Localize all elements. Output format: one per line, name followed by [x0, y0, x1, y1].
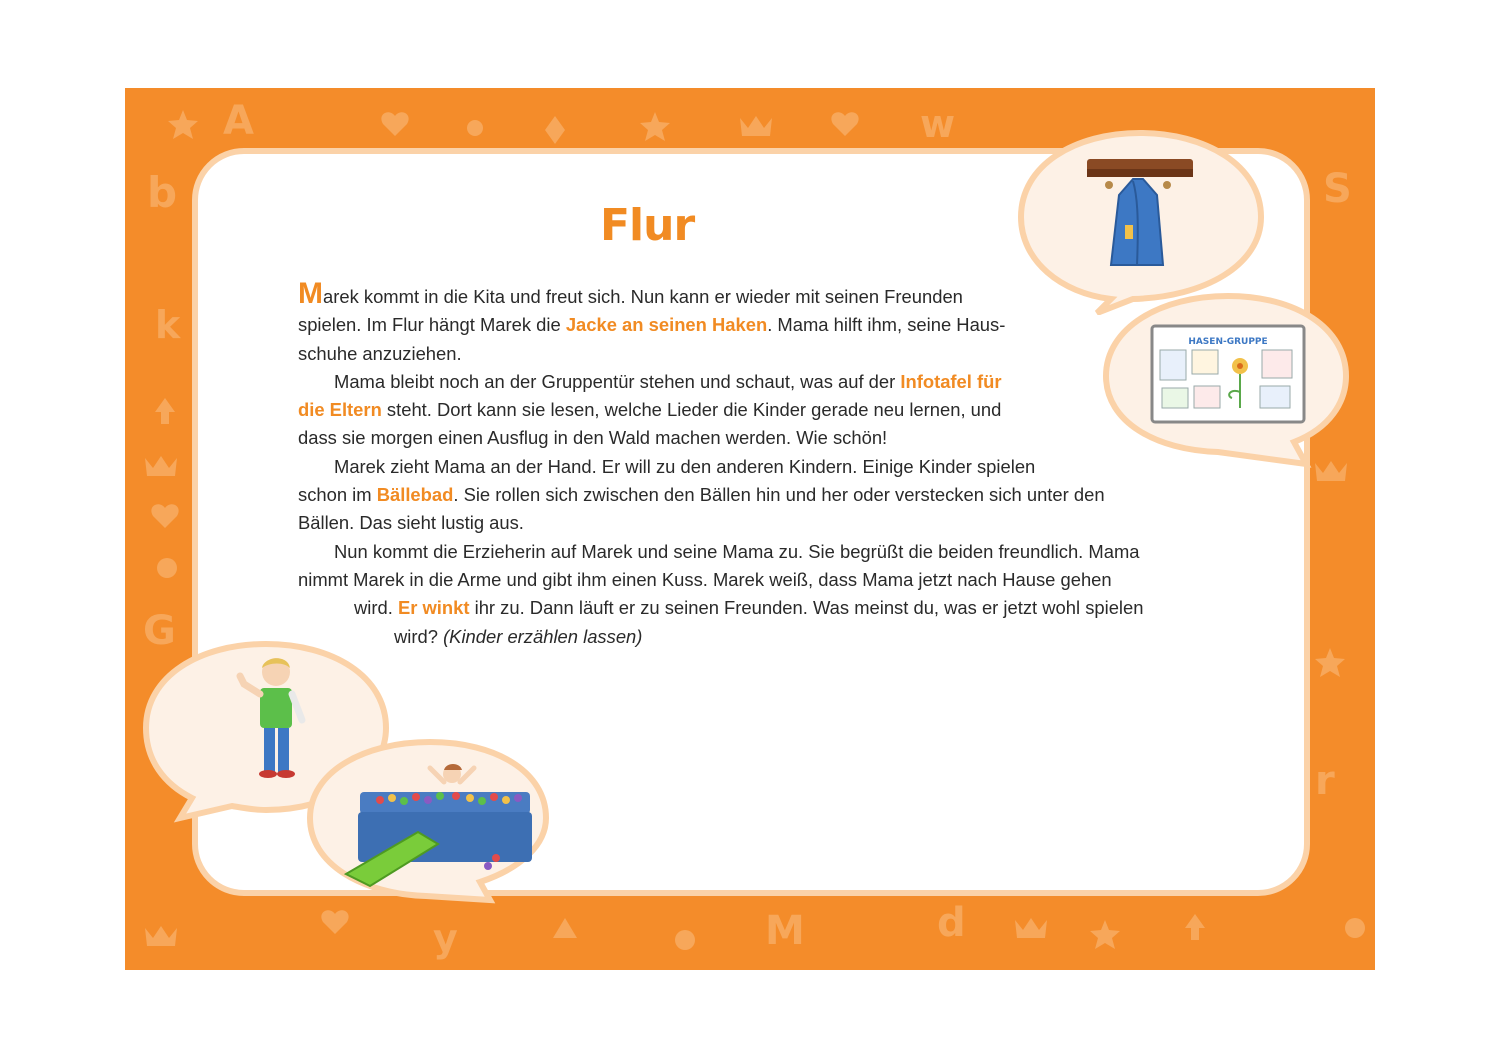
deco-letter-r: r	[1315, 758, 1335, 804]
story-paragraph	[298, 453, 1218, 538]
story-line	[298, 623, 1218, 651]
highlighted-phrase: die Eltern	[298, 399, 382, 421]
deco-letter-m: M	[765, 908, 805, 954]
deco-arrow-icon	[155, 398, 175, 424]
text-segment: Bällen. Das sieht lustig aus.	[298, 512, 524, 534]
story-line	[298, 340, 1218, 368]
text-segment: wird?	[394, 625, 444, 647]
text-segment: schuhe anzuziehen.	[298, 342, 462, 364]
noticeboard-heading: HASEN-GRUPPE	[1188, 337, 1268, 347]
story-line	[298, 368, 1218, 396]
deco-triangle-icon	[553, 918, 577, 938]
deco-dot-icon	[675, 930, 695, 950]
deco-star-icon	[640, 112, 670, 141]
drop-cap: M	[298, 277, 323, 310]
story-line	[298, 396, 1218, 424]
text-segment: . Mama hilft ihm, seine Haus-	[767, 314, 1006, 336]
deco-heart-icon	[831, 112, 858, 136]
deco-arrow-icon	[1185, 914, 1205, 940]
deco-star-icon	[1090, 920, 1120, 949]
deco-drop-icon	[545, 116, 565, 144]
story-paragraph	[298, 538, 1218, 651]
deco-star-icon	[1315, 648, 1345, 677]
deco-letter-w: w	[920, 102, 956, 146]
story-line	[298, 509, 1218, 537]
story-paragraph	[298, 277, 1218, 368]
story-line	[298, 424, 1218, 452]
text-segment: . Sie rollen sich zwischen den Bällen hin und her oder verstecken sich unter den	[453, 484, 1105, 506]
deco-dot-icon	[1345, 918, 1365, 938]
deco-crown-icon	[145, 926, 177, 946]
instruction-note: (Kinder erzählen lassen)	[443, 625, 643, 647]
text-segment: dass sie morgen einen Ausflug in den Wald machen werden. Wie schön!	[298, 427, 888, 449]
story-text	[298, 277, 1218, 651]
text-segment: Nun kommt die Erzieherin auf Marek und seine Mama zu. Sie begrüßt die beiden freundlich. Mama	[334, 540, 1140, 562]
deco-crown-icon	[740, 116, 772, 136]
deco-heart-icon	[151, 504, 178, 528]
text-segment: arek kommt in die Kita und freut sich. Nun kann er wieder mit seinen Freunden	[323, 286, 963, 307]
deco-heart-icon	[321, 910, 348, 934]
story-line	[298, 277, 1218, 311]
highlighted-phrase: Er winkt	[397, 597, 470, 619]
highlighted-phrase: Jacke an seinen Haken	[565, 314, 768, 336]
ball-pit-bubble	[300, 734, 555, 904]
deco-letter-d: d	[937, 900, 966, 946]
deco-dot-icon	[467, 120, 483, 136]
deco-crown-icon	[1015, 918, 1047, 938]
story-line	[298, 538, 1218, 566]
highlighted-phrase: Bällebad	[376, 484, 454, 506]
story-paragraph	[298, 368, 1218, 453]
story-line	[298, 453, 1218, 481]
deco-crown-icon	[145, 456, 177, 476]
text-segment: steht. Dort kann sie lesen, welche Lieder die Kinder gerade neu lernen, und	[381, 399, 1002, 421]
deco-letter-s: S	[1323, 166, 1352, 212]
story-line	[298, 594, 1218, 622]
text-segment: schon im	[298, 484, 377, 506]
text-segment: Mama bleibt noch an der Gruppentür stehen und schaut, was auf der	[334, 370, 901, 392]
text-segment: nimmt Marek in die Arme und gibt ihm einen Kuss. Marek weiß, dass Mama jetzt nach Hause gehen	[298, 568, 1112, 590]
deco-letter-k: k	[155, 303, 181, 347]
deco-letter-b: b	[147, 168, 178, 217]
story-line	[298, 566, 1218, 594]
page-title: Flur	[600, 200, 695, 251]
deco-letter-a: A	[223, 98, 254, 144]
highlighted-phrase: Infotafel für	[900, 370, 1002, 392]
story-line	[298, 481, 1218, 509]
deco-dot-icon	[157, 558, 177, 578]
text-segment: Marek zieht Mama an der Hand. Er will zu den anderen Kindern. Einige Kinder spielen	[334, 455, 1036, 477]
deco-letter-y: y	[433, 916, 458, 960]
text-segment: wird.	[354, 597, 398, 619]
deco-heart-icon	[381, 112, 408, 136]
text-segment: ihr zu. Dann läuft er zu seinen Freunden. Was meinst du, was er jetzt wohl spielen	[469, 597, 1144, 619]
deco-star-icon	[168, 110, 198, 139]
story-line	[298, 311, 1218, 339]
text-segment: spielen. Im Flur hängt Marek die	[298, 314, 566, 336]
deco-letter-g: G	[143, 608, 176, 654]
